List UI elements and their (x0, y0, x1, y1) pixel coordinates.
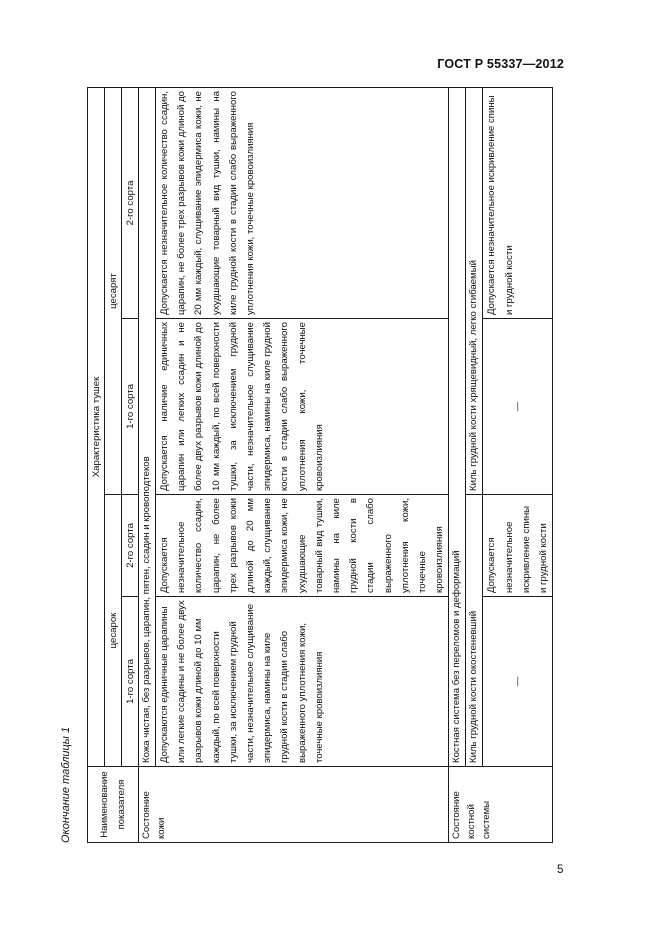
grade-2-header: 2-го сорта (122, 495, 139, 597)
header-row-1 (88, 87, 105, 842)
rotated-table-block (51, 88, 550, 843)
skin-detail-row (156, 87, 449, 842)
skin-grade-3: Допускается наличие единичных царапин или легких ссадин и не более двух разрывов кожи длиной до 10 мм каждый, по всей поверхности тушки, за исключением грудной части, незначительное слущивание эпидермиса, намины на киле грудной кости в стадии слабо выраженного уплотнения кожи, точечные кровоизлияния (156, 319, 449, 495)
group-header: Характеристика тушек (88, 87, 105, 766)
skin-grade-2: Допускается незначительное количество ссадин, царапин, не более трех разрывов кожи длиной до 20 мм каждый, слущивание эпидермиса кожи, не ухудшающие товарный вид тушки, намины на киле грудной кости в стадии слабо выраженного уплотнения кожи, точечные кровоизлияния (156, 495, 449, 597)
page-number: 5 (557, 864, 564, 876)
skin-grade-4: Допускается незначительное количество ссадин, царапин, не более трех разрывов кожи длиной до 20 мм каждый, слущивание эпидермиса кожи, не ухудшающие товарный вид тушки, намины на киле грудной кости в стадии слабо выраженного уплотнения кожи, точечные кровоизлияния (156, 87, 449, 318)
bones-grade-4: Допускается незначительное искривление спины и грудной кости (483, 87, 553, 318)
header-row-2 (105, 87, 122, 842)
indicator-header: Наименование показателя (88, 767, 139, 843)
skin-grade-1: Допускаются единичные царапины или легкие ссадины и не более двух разрывов кожи длиной до 10 мм каждый, по всей поверхности тушки, за исключением грудной части, незначительное слущивание эпидермиса, намины на киле грудной кости в стадии слабо выраженного уплотнения кожи, точечные кровоизлияния (156, 597, 449, 767)
bones-keel-row (466, 87, 483, 842)
subgroup-guinea-fowl: цесарок (105, 495, 122, 767)
bones-detail-row (483, 87, 553, 842)
grade-4-header: 2-го сорта (122, 87, 139, 318)
skin-common: Кожа чистая, без разрывов, царапин, пятен, ссадин и кровоподтеков (139, 87, 156, 766)
skin-common-row (139, 87, 156, 842)
subgroup-young-guinea-fowl: цесарят (105, 87, 122, 494)
bones-common: Костная система без переломов и деформаций (449, 87, 466, 766)
characteristics-table (87, 87, 553, 843)
bones-grade-2: Допускается незначительное искривление спины и грудной кости (483, 495, 553, 597)
bones-common-row (449, 87, 466, 842)
grade-3-header: 1-го сорта (122, 319, 139, 495)
bones-grade-3: — (483, 319, 553, 495)
keel-cartilage: Киль грудной кости хрящевидный, легко сгибаемый (466, 87, 483, 494)
header-row-3 (122, 87, 139, 842)
table-caption: Окончание таблицы 1 (60, 726, 72, 843)
bones-label: Состояние костной системы (449, 767, 553, 843)
grade-1-header: 1-го сорта (122, 597, 139, 767)
bones-grade-1: — (483, 597, 553, 767)
standard-header: ГОСТ Р 55337—2012 (437, 57, 564, 71)
skin-label: Состояние кожи (139, 767, 449, 843)
keel-ossified: Киль грудной кости окостеневший (466, 495, 483, 767)
